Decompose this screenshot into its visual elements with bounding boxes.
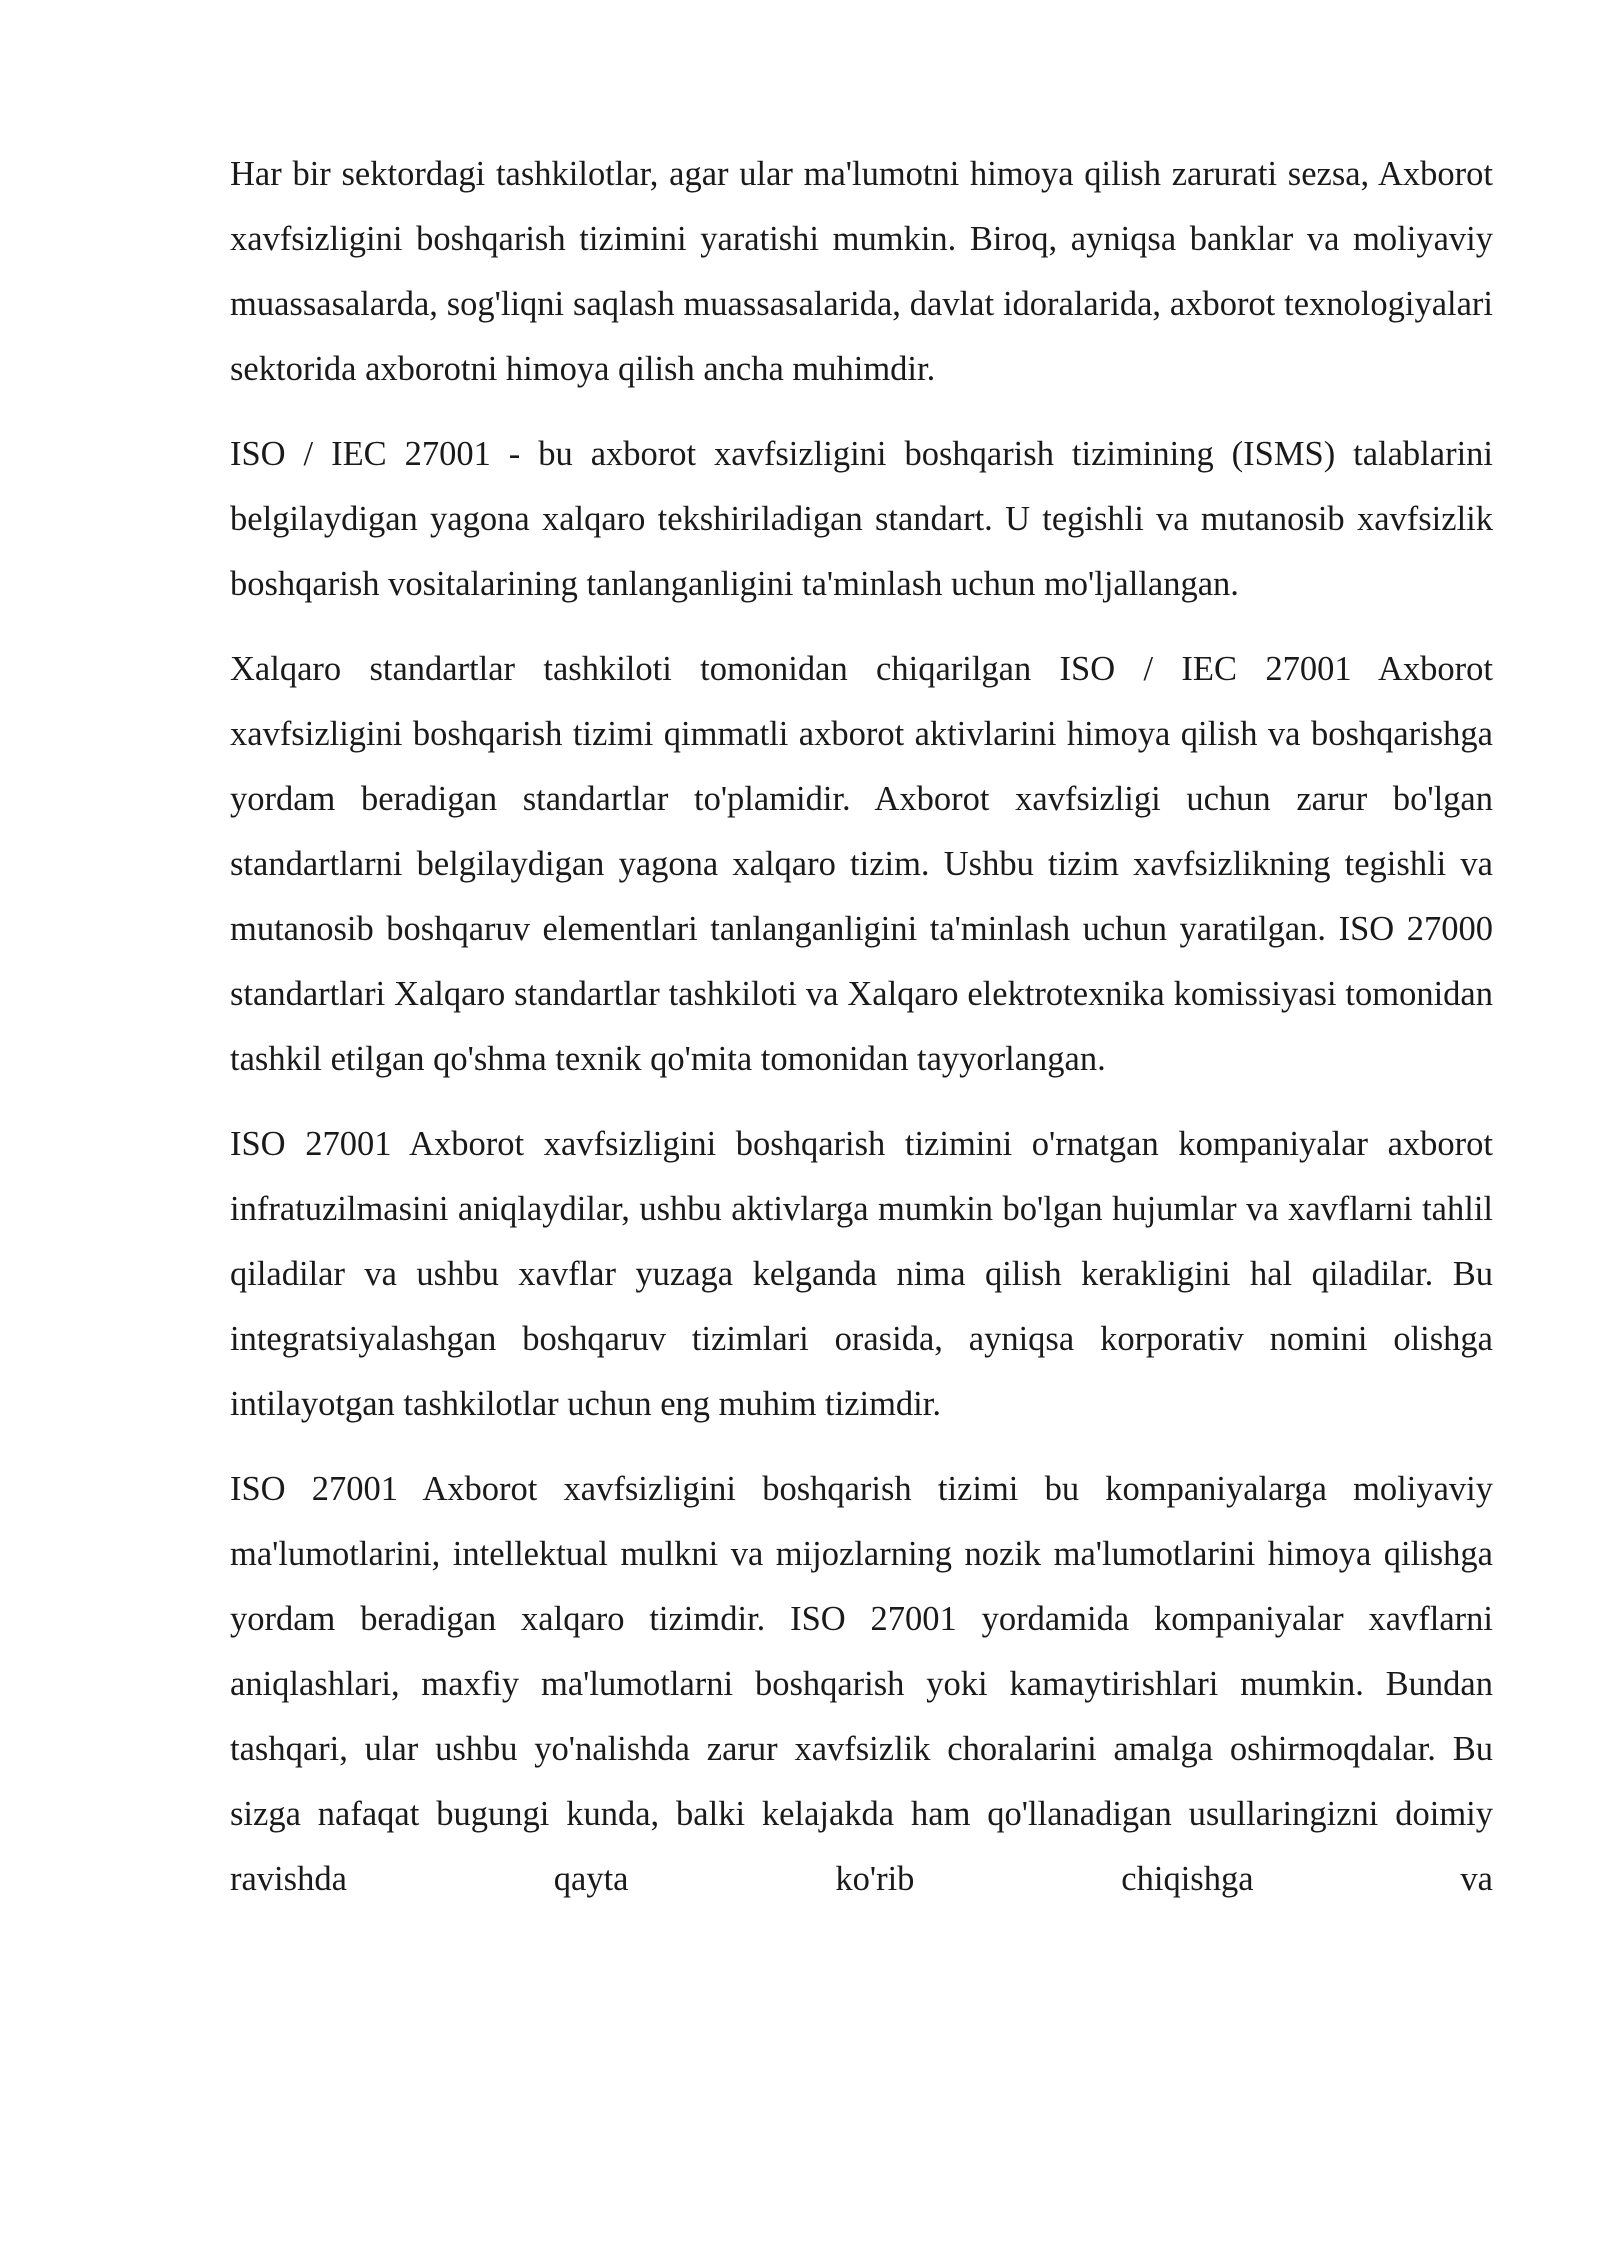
paragraph-3: Xalqaro standartlar tashkiloti tomonidan chiqarilgan ISO / IEC 27001 Axborot xavfsizligini boshqarish tizimi qimmatli axborot aktivlarini himoya qilish va boshqarishga yordam beradigan standartlar to'plamidir. Axborot xavfsizligi uchun zarur bo'lgan standartlarni belgilaydigan yagona xalqaro tizim. Ushbu tizim xavfsizlikning tegishli va mutanosib boshqaruv elementlari tanlanganligini ta'minlash uchun yaratilgan. ISO 27000 standartlari Xalqaro standartlar tashkiloti va Xalqaro elektrotexnika komissiyasi tomonidan tashkil etilgan qo'shma texnik qo'mita tomonidan tayyorlangan. bbox=[230, 650, 1493, 1078]
paragraph-5: ISO 27001 Axborot xavfsizligini boshqarish tizimi bu kompaniyalarga moliyaviy ma'lumotlarini, intellektual mulkni va mijozlarning nozik ma'lumotlarini himoya qilishga yordam beradigan xalqaro tizimdir. ISO 27001 yordamida kompaniyalar xavflarni aniqlashlari, maxfiy ma'lumotlarni boshqarish yoki kamaytirishlari mumkin. Bundan tashqari, ular ushbu yo'nalishda zarur xavfsizlik choralarini amalga oshirmoqdalar. Bu sizga nafaqat bugungi kunda, balki kelajakda ham qo'llanadigan usullaringizni doimiy ravishda qayta ko'rib chiqishga va bbox=[230, 1470, 1493, 1898]
paragraph-4: ISO 27001 Axborot xavfsizligini boshqarish tizimini o'rnatgan kompaniyalar axborot infratuzilmasini aniqlaydilar, ushbu aktivlarga mumkin bo'lgan hujumlar va xavflarni tahlil qiladilar va ushbu xavflar yuzaga kelganda nima qilish kerakligini hal qiladilar. Bu integratsiyalashgan boshqaruv tizimlari orasida, ayniqsa korporativ nomini olishga intilayotgan tashkilotlar uchun eng muhim tizimdir. bbox=[230, 1125, 1493, 1423]
document-body bbox=[230, 142, 1493, 1912]
paragraph-1: Har bir sektordagi tashkilotlar, agar ular ma'lumotni himoya qilish zarurati sezsa, Axborot xavfsizligini boshqarish tizimini yaratishi mumkin. Biroq, ayniqsa banklar va moliyaviy muassasalarda, sog'liqni saqlash muassasalarida, davlat idoralarida, axborot texnologiyalari sektorida axborotni himoya qilish ancha muhimdir. bbox=[230, 155, 1493, 388]
paragraph-2: ISO / IEC 27001 - bu axborot xavfsizligini boshqarish tizimining (ISMS) talablarini belgilaydigan yagona xalqaro tekshiriladigan standart. U tegishli va mutanosib xavfsizlik boshqarish vositalarining tanlanganligini ta'minlash uchun mo'ljallangan. bbox=[230, 435, 1493, 603]
